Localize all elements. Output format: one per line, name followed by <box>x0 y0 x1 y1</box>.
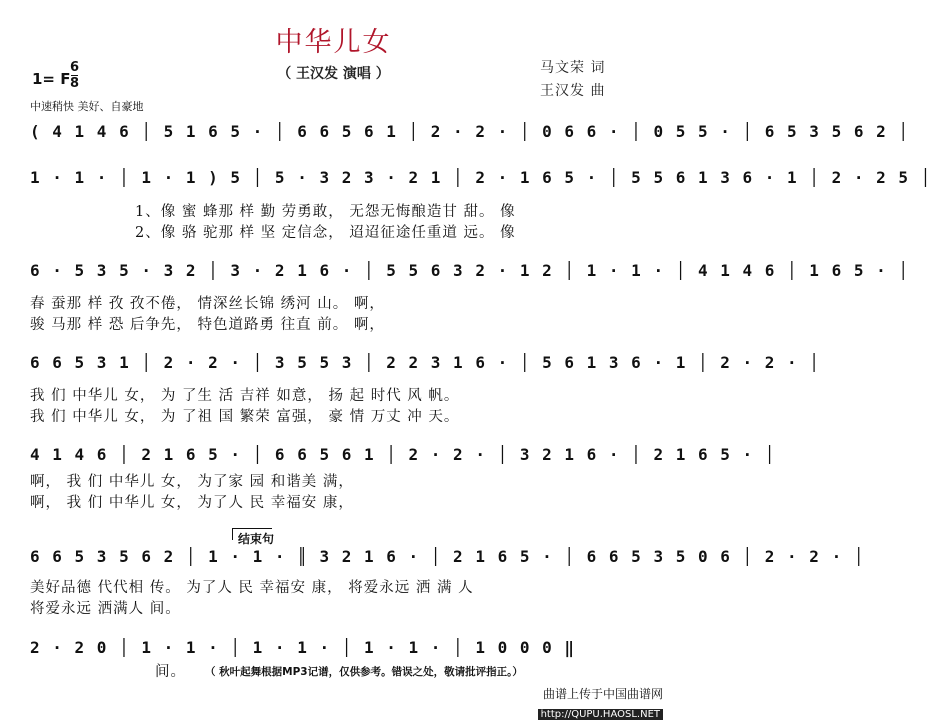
row-5-lyric-verse-1: 啊， 我 们 中华儿 女， 为了家 园 和谐美 满， <box>30 474 354 490</box>
row-4-lyric-verse-2: 我 们 中华儿 女， 为 了祖 国 繁荣 富强， 豪 情 万丈 冲 天。 <box>30 409 460 425</box>
site-watermark: 曲谱上传于中国曲谱网 <box>542 687 663 701</box>
row-5-lyric-verse-2: 啊， 我 们 中华儿 女， 为了人 民 幸福安 康， <box>30 495 354 511</box>
time-signature <box>70 60 79 91</box>
key-signature: 1= F <box>32 70 71 88</box>
score-row-4-notes: 6 6 5 3 1 │ 2 · 2 · │ 3 5 5 3 │ 2 2 3 1 6 · │ 5 6 1 3 6 · 1 │ 2 · 2 · │ <box>30 353 821 372</box>
ending-label: 结束句 <box>238 532 275 546</box>
song-title: 中华儿女 <box>275 27 392 58</box>
score-row-7-notes: 2 · 2 0 │ 1 · 1 · │ 1 · 1 · │ 1 · 1 · │ 1 0 0 0 ‖ <box>30 638 576 657</box>
row-3-lyric-verse-1: 春 蚕那 样 孜 孜不倦， 情深丝长锦 绣河 山。 啊， <box>30 296 385 312</box>
site-url-watermark: http://QUPU.HAOSL.NET <box>538 709 663 720</box>
row-6-lyric-verse-2: 将爱永远 洒满人 间。 <box>30 601 181 617</box>
row-7-lyric: 间。 <box>155 664 186 680</box>
time-signature-top: 6 <box>70 60 80 75</box>
score-row-3-notes: 6 · 5 3 5 · 3 2 │ 3 · 2 1 6 · │ 5 5 6 3 2 · 1 2 │ 1 · 1 · │ 4 1 4 6 │ 1 6 5 · │ <box>30 261 910 280</box>
composer-credit: 王汉发 曲 <box>540 83 606 99</box>
tempo-marking: 中速稍快 美好、自豪地 <box>30 100 144 113</box>
time-signature-bottom: 8 <box>70 76 80 91</box>
row-2-lyric-verse-2: 2、像 骆 驼那 样 坚 定信念， 迢迢征途任重道 远。 像 <box>135 225 516 241</box>
score-row-1-notes: ( 4 1 4 6 │ 5 1 6 5 · │ 6 6 5 6 1 │ 2 · 2 · │ 0 6 6 · │ 0 5 5 · │ 6 5 3 5 6 2 │ <box>30 122 910 141</box>
transcriber-footnote: （ 秋叶起舞根据MP3记谱，仅供参考。错误之处，敬请批评指正。） <box>205 666 523 678</box>
row-6-lyric-verse-1: 美好品德 代代相 传。 为了人 民 幸福安 康， 将爱永远 洒 满 人 <box>30 580 474 596</box>
performer-subtitle: （ 王汉发 演唱 ） <box>277 66 390 82</box>
row-3-lyric-verse-2: 骏 马那 样 恐 后争先， 特色道路勇 往直 前。 啊， <box>30 317 385 333</box>
lyricist-credit: 马文荣 词 <box>540 60 606 76</box>
score-row-6-notes: 6 6 5 3 5 6 2 │ 1 · 1 · ║ 3 2 1 6 · │ 2 1 6 5 · │ 6 6 5 3 5 0 6 │ 2 · 2 · │ <box>30 547 865 566</box>
row-4-lyric-verse-1: 我 们 中华儿 女， 为 了生 活 吉祥 如意， 扬 起 时代 风 帆。 <box>30 388 460 404</box>
score-row-5-notes: 4 1 4 6 │ 2 1 6 5 · │ 6 6 5 6 1 │ 2 · 2 · │ 3 2 1 6 · │ 2 1 6 5 · │ <box>30 445 776 464</box>
row-2-lyric-verse-1: 1、像 蜜 蜂那 样 勤 劳勇敢， 无怨无悔酿造甘 甜。 像 <box>135 204 516 220</box>
score-row-2-notes: 1 · 1 · │ 1 · 1 ) 5 │ 5 · 3 2 3 · 2 1 │ 2 · 1 6 5 · │ 5 5 6 1 3 6 · 1 │ 2 · 2 5 │ <box>30 168 932 187</box>
